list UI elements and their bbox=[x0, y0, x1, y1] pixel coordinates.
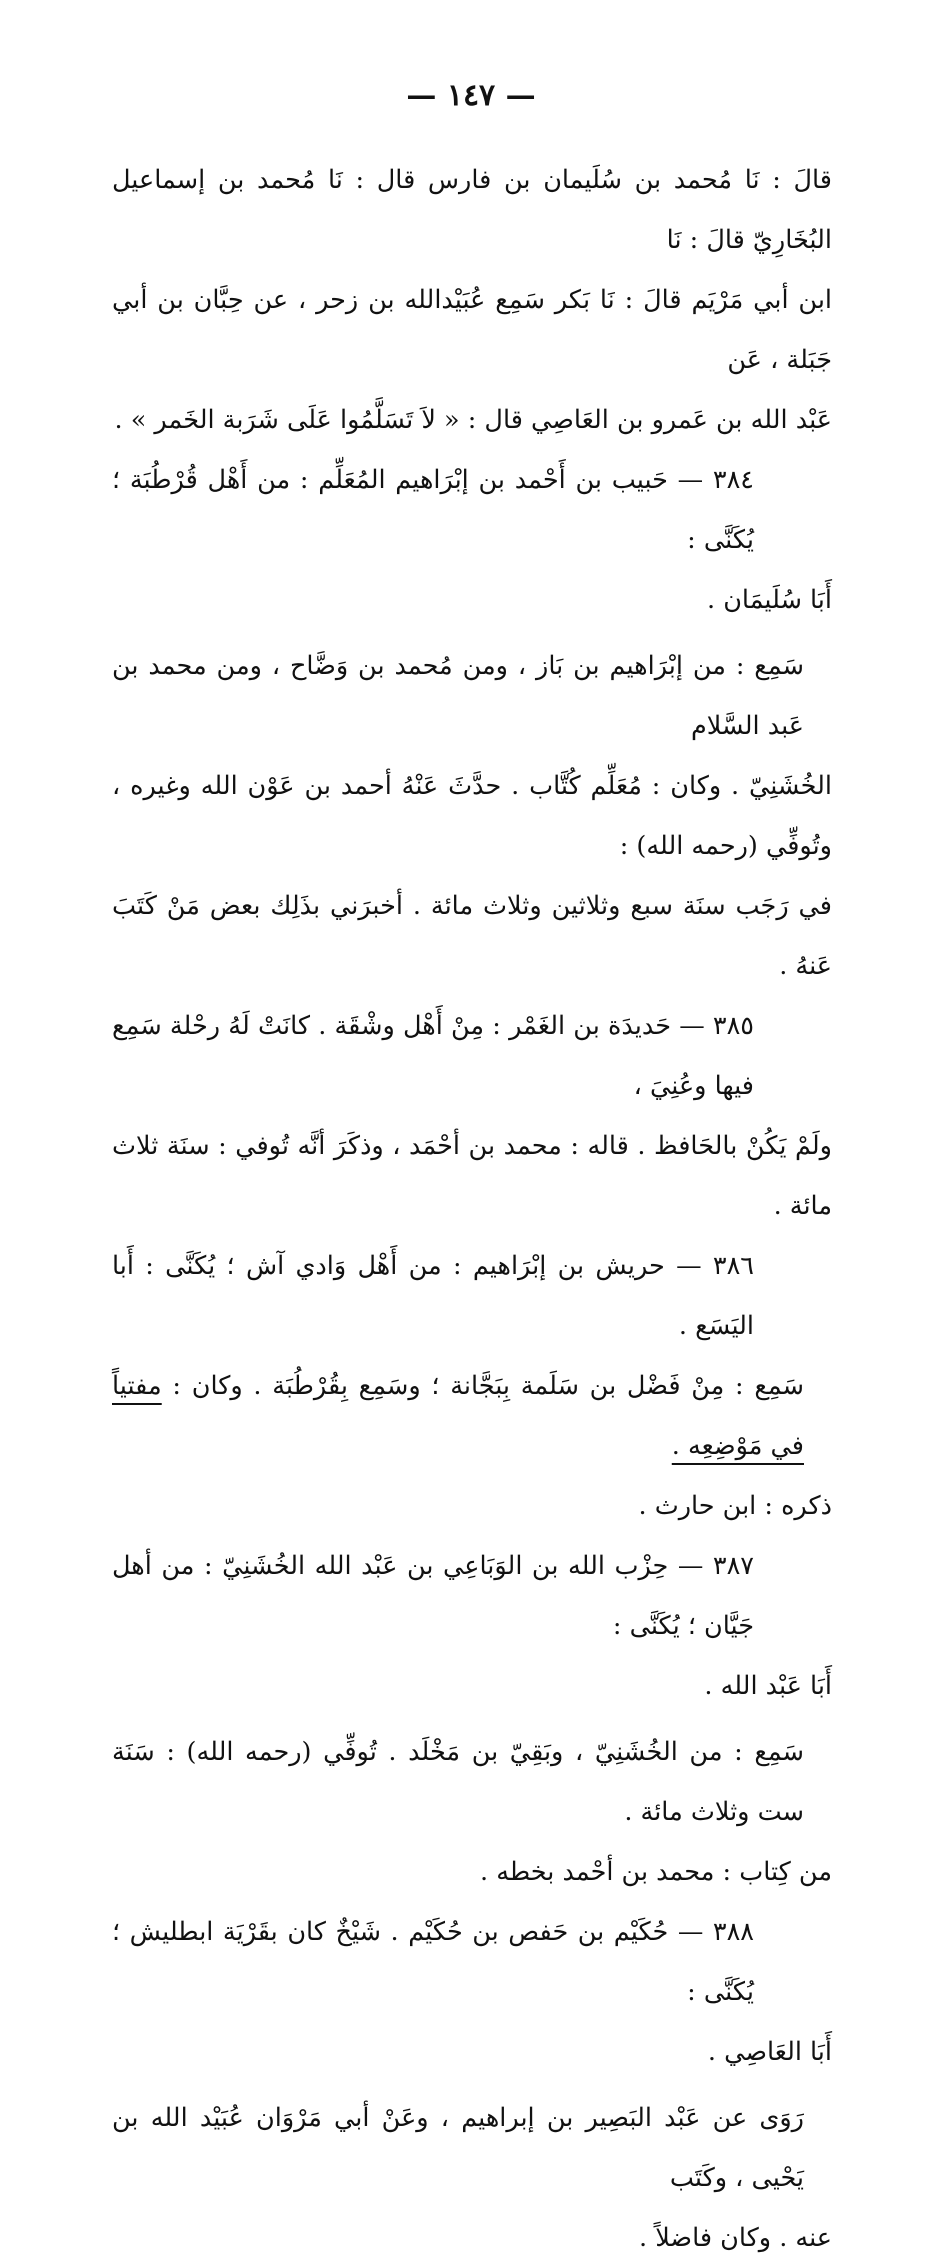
text-line: سَمِع : من إبْرَاهيم بن بَاز ، ومن مُحمد بن وَضَّاح ، ومن محمد بن عَبد السَّلام bbox=[112, 651, 804, 741]
text-line-main: سَمِع : مِنْ فَضْل بن سَلَمة بِبَجَّانة ؛ وسَمِع بِقُرْطُبَة . وكان : مفتياً في مَوْضِعِه . bbox=[112, 1371, 804, 1461]
text-line: أَبَا سُلَيمَان . bbox=[706, 585, 832, 615]
text-line: أَبَا عَبْد الله . bbox=[704, 1671, 832, 1701]
text-line: ذكره : ابن حارث . bbox=[638, 1491, 832, 1521]
entry-384-heading bbox=[112, 450, 832, 630]
entry-387-body bbox=[112, 1722, 832, 1902]
text-line: ٣٨٦ — حريش بن إبْرَاهيم : من أَهْل وَادي آش ؛ يُكَنَّى : أَبا اليَسَع . bbox=[112, 1251, 754, 1341]
text-line bbox=[112, 1356, 832, 1476]
text-line: أَبَا العَاصِي . bbox=[707, 2037, 832, 2067]
text-line: ٣٨٤ — حَبيب بن أَحْمد بن إبْرَاهيم المُعَلِّم : من أَهْل قُرْطُبَة ؛ يُكَنَّى : bbox=[112, 465, 754, 555]
underlined-phrase: مفتياً في مَوْضِعِه . bbox=[112, 1371, 804, 1461]
text-line: رَوَى عن عَبْد البَصِير بن إبراهيم ، وعَنْ أبي مَرْوَان عُبَيْد الله بن يَحْيى ، وكَتَب bbox=[112, 2103, 804, 2193]
text-line: ٣٨٨ — حُكَيْم بن حَفص بن حُكَيْم . شَيْخٌ كان بقَرْيَة ابطليش ؛ يُكَنَّى : bbox=[112, 1917, 754, 2007]
page-number: — ١٤٧ — bbox=[406, 78, 536, 113]
text-line: في رَجَب سنَة سبع وثلاثين وثلاث مائة . أخبرَني بذَلِك بعض مَنْ كَتَبَ عَنهُ . bbox=[112, 891, 832, 981]
entry-388-heading bbox=[112, 1902, 832, 2082]
entry-385-heading bbox=[112, 996, 832, 1236]
text-line: ابن أبي مَرْيَم قالَ : نَا بَكر سَمِع عُبَيْدالله بن زحر ، عن حِبَّان بن أبي جَبَلة ، عَن bbox=[112, 285, 832, 375]
text-line: ٣٨٥ — حَديدَة بن الغَمْر : مِنْ أَهْل وشْقَة . كانَتْ لَهُ رحْلة سَمِع فيها وعُنِيَ ، bbox=[112, 1011, 754, 1101]
text-line: الخُشَنِيّ . وكان : مُعَلِّم كُتَّاب . حدَّثَ عَنْهُ أحمد بن عَوْن الله وغيره ، وتُوفِّي (رحمه الله) : bbox=[112, 771, 832, 861]
text-line: ٣٨٧ — حِزْب الله بن الوَبَاعِي بن عَبْد الله الخُشَنِيّ : من أهل جَيَّان ؛ يُكَنَّى : bbox=[112, 1551, 754, 1641]
entry-387-heading bbox=[112, 1536, 832, 1716]
entry-388-body bbox=[112, 2088, 832, 2268]
text-line: قالَ : نَا مُحمد بن سُلَيمان بن فارس قال : نَا مُحمد بن إسماعيل البُخَارِيّ قالَ : نَا bbox=[112, 165, 832, 255]
text-line: سَمِع : من الخُشَنِيّ ، وبَقِيّ بن مَخْلَد . تُوفِّي (رحمه الله) : سَنَة ست وثلاث مائة . bbox=[112, 1737, 804, 1827]
text-line: من كِتاب : محمد بن أحْمد بخطه . bbox=[480, 1857, 832, 1887]
entry-384-body bbox=[112, 636, 832, 996]
text-line: عَبْد الله بن عَمرو بن العَاصِي قال : « لاَ تَسَلَّمُوا عَلَى شَرَبة الخَمر » . bbox=[114, 405, 832, 435]
entry-386-heading bbox=[112, 1236, 832, 1356]
text-line: عنه . وكان فاضلاً . bbox=[639, 2223, 832, 2253]
paragraph-continuation bbox=[112, 150, 832, 450]
page-text bbox=[112, 150, 832, 2268]
entry-386-body bbox=[112, 1356, 832, 1536]
text-line: ولَمْ يَكُنْ بالحَافظ . قاله : محمد بن أحْمَد ، وذكَرَ أنَّه تُوفي : سنَة ثلاث مائة . bbox=[112, 1131, 832, 1221]
